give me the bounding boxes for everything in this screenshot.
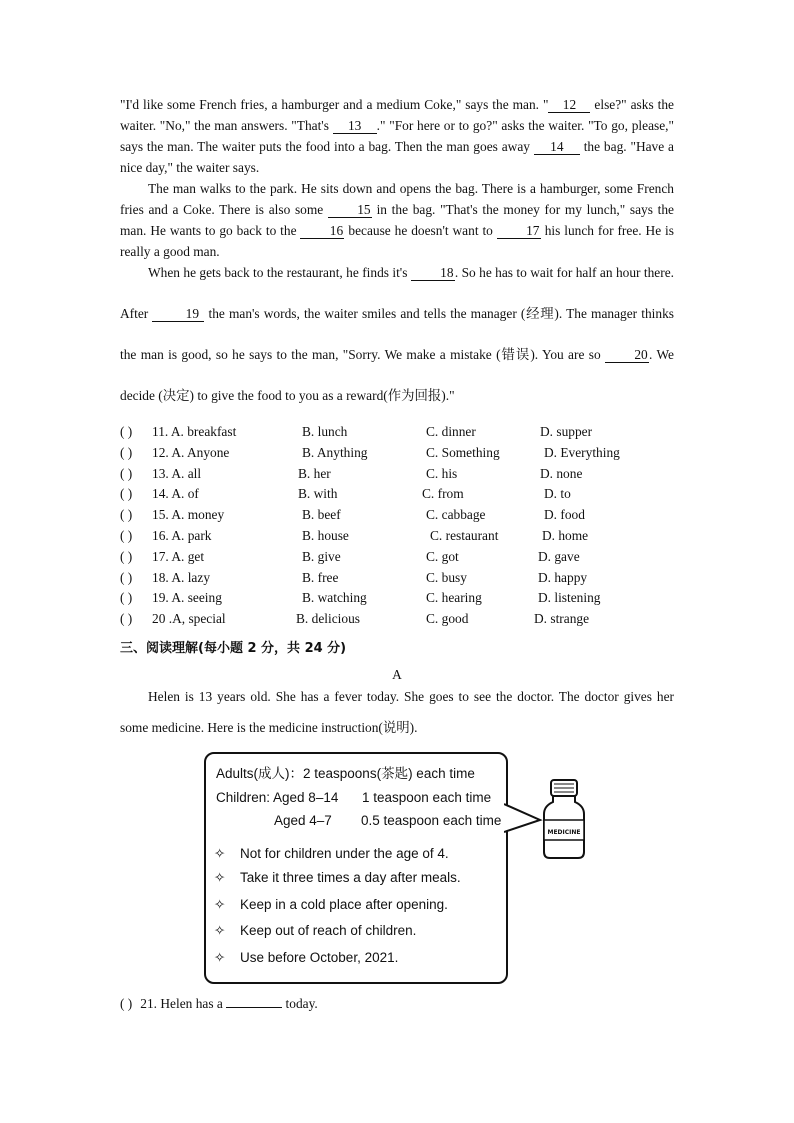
option-row-15: ( ) 15. A. money B. beef C. cabbage D. food [120,505,674,526]
blank-19[interactable]: 19 [152,307,204,322]
option-row-12: ( ) 12. A. Anyone B. Anything C. Something D. Everything [120,443,674,464]
aged-4-7-dosage: 0.5 teaspoon each time [361,813,502,828]
blank-13[interactable]: 13 [333,119,377,134]
bottle-label: MEDICINE [547,829,581,836]
section-title: 三、阅读理解(每小题 2 分，共 24 分) [120,640,347,656]
blank-15[interactable]: 15 [328,203,372,218]
reading-intro: Helen is 13 years old. She has a fever today. She goes to see the doctor. The doctor gives her some medicine. Here is the medicine instruction(说明). [120,688,674,735]
adults-dosage: Adults(成人)：2 teaspoons(茶匙) each time [216,766,475,781]
option-row-11: ( ) 11. A. breakfast B. lunch C. dinner D. supper [120,422,674,443]
rule-5: ✧ Use before October, 2021. [214,950,399,965]
option-row-16: ( ) 16. A. park B. house C. restaurant D. home [120,526,674,547]
options-list [120,422,674,630]
exam-page [120,94,674,1011]
cloze-paragraph-1: "I'd like some French fries, a hamburger and a medium Coke," says the man. " 12 else?" asks the waiter. "No," the man answers. "That's 13 ." "For here or to go?" asks the waiter. "To go, please," says the man. The waiter puts the food into a bag. Then the man goes away 14 the bag. "Have a nice day," the waiter says. [120,97,674,175]
medicine-instruction-box [204,752,508,984]
option-row-14: ( ) 14. A. of B. with C. from D. to [120,484,674,505]
rule-2: ✧ Take it three times a day after meals. [214,870,461,885]
cloze-paragraph-3: When he gets back to the restaurant, he finds it's 18. So he has to wait for half an hour there. After 19 the man's words, the waiter smiles and tells the manager (经理). The manager thinks the man is good, so he says to the man, "Sorry. We make a mistake (错误). You are so 20. We decide (决定) to give the food to you as a reward(作为回报)." [120,265,674,403]
answer-bracket[interactable]: ( ) [120,548,133,564]
question-21: ( ) 21. Helen has a today. [120,996,318,1011]
speech-tail-icon [504,802,544,836]
rule-3: ✧ Keep in a cold place after opening. [214,897,448,912]
blank-12[interactable]: 12 [548,98,590,113]
option-row-17: ( ) 17. A. get B. give C. got D. gave [120,547,674,568]
answer-bracket[interactable]: ( ) [120,486,133,502]
answer-bracket[interactable]: ( ) [120,611,133,627]
answer-bracket[interactable]: ( ) [120,569,133,585]
blank-17[interactable]: 17 [497,224,541,239]
sparkle-bullet-icon: ✧ [214,923,226,938]
answer-bracket[interactable]: ( ) [120,465,133,481]
children-8-14-dosage: 1 teaspoon each time [362,790,492,805]
blank-21[interactable] [226,1007,282,1008]
blank-16[interactable]: 16 [300,224,344,239]
sparkle-bullet-icon: ✧ [214,897,226,912]
aged-4-7-label: Aged 4–7 [274,813,332,828]
sparkle-bullet-icon: ✧ [214,846,226,861]
children-8-14-label: Children: Aged 8–14 [216,790,339,805]
cloze-paragraph-2: The man walks to the park. He sits down and opens the bag. There is a hamburger, some French fries and a Coke. There is also some 15 in the bag. "That's the money for my lunch," says the man. He wants to go back to the 16 because he doesn't want to 17 his lunch for free. He is really a good man. [120,181,674,259]
medicine-bottle-icon [542,778,586,860]
sparkle-bullet-icon: ✧ [214,950,226,965]
rule-4: ✧ Keep out of reach of children. [214,923,417,938]
answer-bracket[interactable]: ( ) [120,507,133,523]
blank-20[interactable]: 20 [605,348,649,363]
option-row-18: ( ) 18. A. lazy B. free C. busy D. happy [120,568,674,589]
option-row-13: ( ) 13. A. all B. her C. his D. none [120,464,674,485]
answer-bracket[interactable]: ( ) [120,424,133,439]
rule-1: ✧ Not for children under the age of 4. [214,846,449,861]
passage-label: A [392,666,402,682]
answer-bracket[interactable]: ( ) [120,590,133,606]
answer-bracket[interactable]: ( ) [120,527,133,543]
answer-bracket[interactable]: ( ) [120,444,133,460]
blank-18[interactable]: 18 [411,266,455,281]
answer-bracket[interactable]: ( ) [120,996,133,1011]
blank-14[interactable]: 14 [534,140,580,155]
option-row-19: ( ) 19. A. seeing B. watching C. hearing D. listening [120,588,674,609]
option-row-20: ( ) 20 .A, special B. delicious C. good D. strange [120,609,674,630]
sparkle-bullet-icon: ✧ [214,870,226,885]
